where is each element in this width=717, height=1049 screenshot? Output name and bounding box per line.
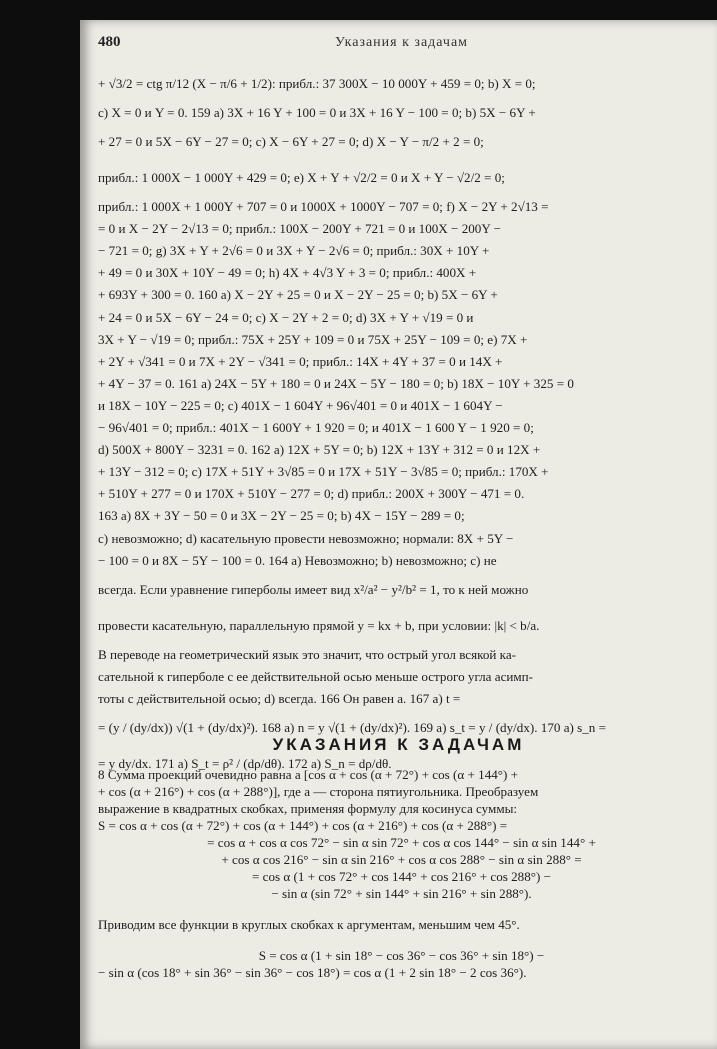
spacer — [98, 902, 705, 916]
answer-line: всегда. Если уравнение гиперболы имеет вид x²/a² − y²/b² = 1, то к ней можно — [98, 581, 529, 597]
book-page — [80, 20, 717, 1049]
answer-line: + 510Y + 277 = 0 и 170X + 510Y − 277 = 0; d) прибл.: 200X + 300Y − 471 = 0. — [98, 486, 525, 502]
answer-line: + 4Y − 37 = 0. 161 a) 24X − 5Y + 180 = 0 и 24X − 5Y − 180 = 0; b) 18X − 10Y + 325 = 0 — [98, 375, 574, 391]
answer-line: − 721 = 0; g) 3X + Y + 2√6 = 0 и 3X + Y − 2√6 = 0; прибл.: 30X + 10Y + — [98, 243, 490, 259]
answer-line: c) невозможно; d) касательную провести невозможно; нормали: 8X + 5Y − — [98, 530, 514, 546]
hint-line: Приводим все функции в круглых скобках к аргументам, меньшим чем 45°. — [98, 917, 520, 932]
answer-line: + 24 = 0 и 5X − 6Y − 24 = 0; c) X − 2Y + 2 = 0; d) 3X + Y + √19 = 0 и — [98, 309, 474, 325]
answers-block — [98, 66, 705, 782]
section-title: УКАЗАНИЯ К ЗАДАЧАМ — [272, 735, 525, 754]
answer-line: + √3/2 = ctg π/12 (X − π/6 + 1/2): прибл.: 37 300X − 10 000Y + 459 = 0; b) X = 0; — [98, 76, 536, 91]
hint-line: выражение в квадратных скобках, применяя формулу для косинуса суммы: — [98, 801, 518, 816]
page-header — [98, 34, 705, 56]
answer-line: c) X = 0 и Y = 0. 159 a) 3X + 16 Y + 100 = 0 и 3X + 16 Y − 100 = 0; b) 5X − 6Y + — [98, 105, 536, 120]
answer-line: и 18X − 10Y − 225 = 0; c) 401X − 1 604Y + 96√401 = 0 и 401X − 1 604Y − — [98, 397, 503, 413]
formula-line: = cos α (1 + cos 72° + cos 144° + cos 216° + cos 288°) − — [251, 869, 552, 884]
answer-line: + 49 = 0 и 30X + 10Y − 49 = 0; h) 4X + 4√3 Y + 3 = 0; прибл.: 400X + — [98, 265, 477, 281]
answer-line: 163 a) 8X + 3Y − 50 = 0 и 3X − 2Y − 25 = 0; b) 4X − 15Y − 289 = 0; — [98, 508, 465, 524]
answer-line: + 2Y + √341 = 0 и 7X + 2Y − √341 = 0; прибл.: 14X + 4Y + 37 = 0 и 14X + — [98, 353, 503, 369]
spacer — [98, 933, 705, 947]
formula-line: S = cos α + cos (α + 72°) + cos (α + 144°) + cos (α + 216°) + cos (α + 288°) = — [98, 818, 508, 833]
answer-line: d) 500X + 800Y − 3231 = 0. 162 a) 12X + 5Y = 0; b) 12X + 13Y + 312 = 0 и 12X + — [98, 442, 541, 458]
answer-line: − 100 = 0 и 8X − 5Y − 100 = 0. 164 a) Невозможно; b) невозможно; c) не — [98, 552, 497, 568]
answer-line: = y dy/dx. 171 a) S_t = ρ² / (dρ/dθ). 172 a) S_n = dρ/dθ. — [98, 755, 392, 771]
answer-line: провести касательную, параллельную прямой y = kx + b, при условии: |k| < b/a. — [98, 617, 540, 633]
hints-block — [98, 766, 705, 981]
answer-line: сательной к гиперболе с ее действительной осью меньше острого угла асимп- — [98, 668, 534, 684]
answer-line: + 693Y + 300 = 0. 160 a) X − 2Y + 25 = 0 и X − 2Y − 25 = 0; b) 5X − 6Y + — [98, 287, 498, 303]
formula-line: + cos α cos 216° − sin α sin 216° + cos α cos 288° − sin α sin 288° = — [221, 852, 582, 867]
page-number: 480 — [98, 34, 121, 50]
formula-line: − sin α (cos 18° + sin 36° − sin 36° − cos 18°) = cos α (1 + 2 sin 18° − 2 cos 36°). — [98, 965, 527, 980]
running-head: Указания к задачам — [334, 35, 469, 50]
answer-line: + 13Y − 312 = 0; c) 17X + 51Y + 3√85 = 0 и 17X + 51Y − 3√85 = 0; прибл.: 170X + — [98, 464, 549, 480]
answer-line: тоты с действительной осью; d) всегда. 166 Он равен a. 167 a) t = — [98, 690, 461, 706]
formula-line: S = cos α (1 + sin 18° − cos 36° − cos 36° + sin 18°) − — [258, 948, 545, 963]
answer-line: 3X + Y − √19 = 0; прибл.: 75X + 25Y + 109 = 0 и 75X + 25Y − 109 = 0; e) 7X + — [98, 331, 528, 347]
answer-line: − 96√401 = 0; прибл.: 401X − 1 600Y + 1 920 = 0; и 401X − 1 600 Y − 1 920 = 0; — [98, 420, 534, 436]
answer-line: + 27 = 0 и 5X − 6Y − 27 = 0; c) X − 6Y + 27 = 0; d) X − Y − π/2 + 2 = 0; — [98, 134, 484, 150]
answer-line: прибл.: 1 000X − 1 000Y + 429 = 0; e) X + Y + √2/2 = 0 и X + Y − √2/2 = 0; — [98, 170, 505, 186]
hint-line: 8 Сумма проекций очевидно равна a [cos α + cos (α + 72°) + cos (α + 144°) + — [98, 767, 519, 782]
answer-line: = (y / (dy/dx)) √(1 + (dy/dx)²). 168 a) n = y √(1 + (dy/dx)²). 169 a) s_t = y / (dy/dx). 170 a) s_n = — [98, 719, 606, 735]
answer-line: В переводе на геометрический язык это значит, что острый угол всякой ка- — [98, 646, 516, 662]
formula-line: − sin α (sin 72° + sin 144° + sin 216° + sin 288°). — [271, 886, 532, 901]
formula-line: = cos α + cos α cos 72° − sin α sin 72° + cos α cos 144° − sin α sin 144° + — [207, 835, 596, 850]
answer-line: прибл.: 1 000X + 1 000Y + 707 = 0 и 1000X + 1000Y − 707 = 0; f) X − 2Y + 2√13 = — [98, 199, 549, 215]
answer-line: = 0 и X − 2Y − 2√13 = 0; прибл.: 100X − 200Y + 721 = 0 и 100X − 200Y − — [98, 221, 501, 237]
hint-line: + cos (α + 216°) + cos (α + 288°)], где a — сторона пятиугольника. Преобразуем — [98, 784, 539, 799]
